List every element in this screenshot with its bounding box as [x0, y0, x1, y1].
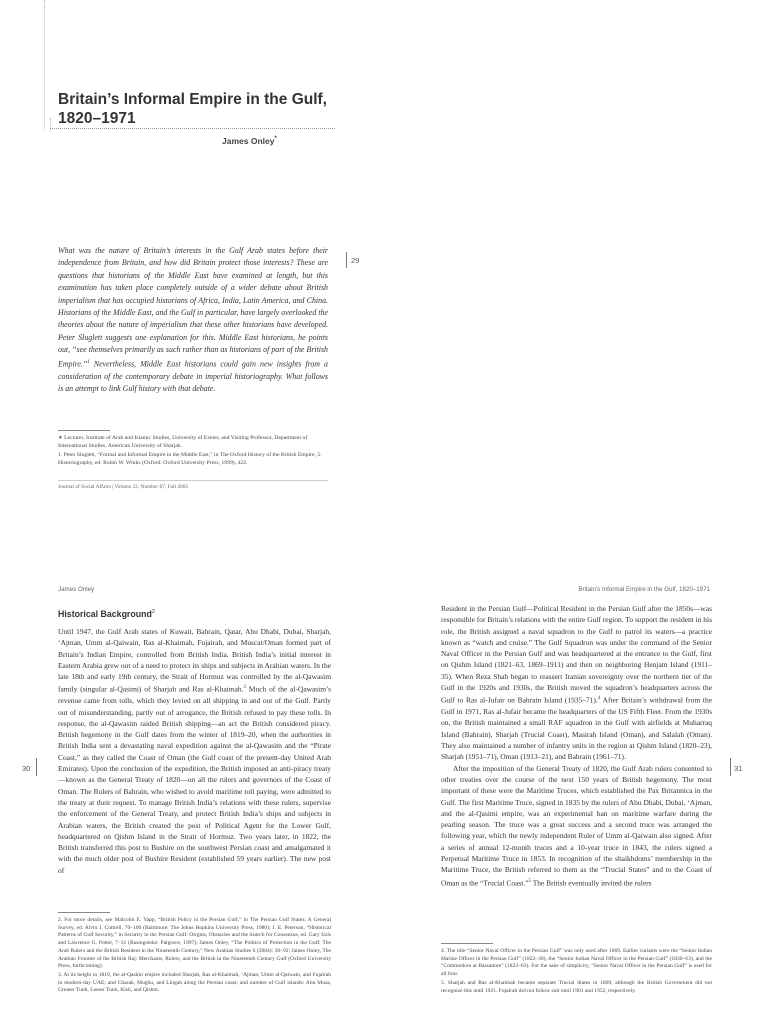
paragraph-text: Resident in the Persian Gulf—Political Resident in the Persian Gulf after the 1850s—was responsible for Britain’s relations with the entire Gulf region. To support the resident in his role, the British assigned a naval squadron to the Gulf to patrol its waters—a practice known as “watch and cruise.” The Gulf Squadron was under the command of the Senior Naval Officer in the Persian Gulf and was headquartered at the entrance to the Gulf, first on Qishm Island (1821–63, 1869–1911) and then on neighboring Henjam Island (1911–35). When Reza Shah began to reassert Iranian sovereignty over the northern tier of the Gulf in the 1920s and 1930s, the British moved the squadron’s headquarters across the Gulf to Ras al-Jufair on Bahrain Island (1935–71). [441, 604, 712, 705]
margin-guide-vertical [44, 0, 45, 130]
footnote-4: 4. The title “Senior Naval Officer in the Persian Gulf” was only used after 1869. Earlier variants were the “Senior Indian Marine Officer in the Persian Gulf” (1822–30), the “Senior Indian Naval Officer in the Persian Gulf” (1830–63), and the “Commodore at Bassadore” (1822–63). For the sake of simplicity, “Senior Naval Officer in the Persian Gulf” is used for all four. [441, 948, 712, 978]
author-name [222, 136, 277, 146]
footnote-3: 3. At its height in 1819, the al-Qasimi empire included Sharjah, Ras al-Khaimah, ‘Ajman, Umm al-Qaiwain, and Fujairah in modern-day UAE; and Charak, Mughu, and Lingah along the Persian coast; and number of Gulf islands: Abu Musa, Greater Tunb, Lesser Tunb, Kish, and Qishm. [58, 971, 331, 994]
paragraph-text: The British eventually invited the rulers [531, 878, 652, 888]
page-number-bar [730, 758, 731, 776]
footnote-rule [58, 430, 110, 431]
paragraph-text: After Britain’s withdrawal from the Gulf in 1971, Ras al-Jufair became the headquarters of the US Fifth Fleet. From the 1930s on, the British maintained a small RAF squadron in the Gulf with airfields at Muharraq Island (Bahrain), Sharjah (Trucial Coast), Masirah Island (Oman), and Salalah (Oman). They also maintained a number of infantry units in the region at Qishm Island (1820–23), Sharjah (1951–71), Oman (1913–21), and Bahrain (1961–71). [441, 695, 712, 762]
footnotes-right [441, 948, 712, 996]
text-column-left [58, 626, 331, 876]
footnote-ref-1: 1 [87, 359, 90, 365]
footnote-ref-4: 4 [597, 696, 601, 702]
running-head-left: James Onley [58, 586, 95, 593]
title-line-1: Britain’s Informal Empire in the Gulf, [58, 91, 327, 108]
footnote-ref-3: 3 [243, 685, 246, 691]
footnote-rule [58, 912, 110, 913]
abstract [58, 245, 328, 396]
author-text: James Onley [222, 136, 275, 146]
journal-rule [58, 480, 328, 481]
section-heading [58, 609, 155, 619]
page-number-bar [346, 252, 347, 268]
abstract-text-end: Nevertheless, Middle East historians could gain new insights from a consideration of the contemporary debate in imperial historiography. What follows is an attempt to link Gulf history with that debate. [58, 359, 328, 394]
abstract-text: What was the nature of Britain’s interests in the Gulf Arab states before their independence from Britain, and how did Britain protect those interests? These are questions that historians of the Middle East have examined at length, but this examination has taken place completely outside of a wider debate about British imperialism that has occupied historians of Africa, India, Latin America, and China. Historians of the Middle East, and the Gulf in particular, have largely overlooked the theories about the nature of imperialism that these other historians have developed. Peter Sluglett suggests one explanation for this. Middle East historians, he points out, “see themselves primarily as such rather than as historians of part of the British Empire.” [58, 246, 328, 369]
section-heading-text: Historical Background [58, 609, 152, 619]
page-number: 29 [351, 256, 360, 265]
running-head-right: Britain’s Informal Empire in the Gulf, 1820–1971 [578, 586, 710, 593]
footnote-5: 5. Sharjah and Ras al-Khaimah became separate Trucial States in 1869, although the British Government did not recognize this until 1921. Fujairah did not follow suit until 1901 and 1952, respectively. [441, 979, 712, 994]
paragraph-text: Until 1947, the Gulf Arab states of Kuwait, Bahrain, Qatar, Abu Dhabi, Dubai, Sharjah, ‘Ajman, Umm al-Qaiwain, Ras al-Khaimah, Fujairah, and Muscat/Oman formed part of Britain’s Indian Empire, controlled from British India. British India’s initial interest in Eastern Arabia grew out of a need to protect its ships and subjects in Arabian waters. In the late 18th and early 19th century, the Strait of Hormuz was controlled by the al-Qawasim family (singular al-Qasimi) of Sharjah and Ras al-Khaimah. [58, 627, 331, 694]
author-footnote-mark: * [274, 136, 277, 143]
margin-guide-tick [50, 118, 51, 132]
footnote-rule [441, 943, 493, 944]
footnote-ref-2: 2 [151, 609, 155, 616]
footnote-ref-5: 5 [528, 878, 532, 884]
paragraph-text: After the imposition of the General Treaty of 1820, the Gulf Arab rulers consented to other treaties over the course of the next 150 years of British hegemony. The most important of these were the Maritime Truces, which established the Pax Britannica in the Gulf. The first Maritime Truce, signed in 1835 by the rulers of Abu Dhabi, Dubai, ‘Ajman, and the al-Qasimi empire, was an experimental ban on maritime warfare during the pearling season. The truce was a great success and a second truce was arranged the following year, which the newly independent Ruler of Umm al-Qaiwain also signed. After a series of annual 12-month truces and a 10-year truce in 1843, the rulers signed a Perpetual Maritime Truce in 1853. In recognition of the shaikhdoms’ membership in the Maritime Truce, the British referred to them as the “Trucial States” and to the Coast of Oman as the “Trucial Coast.” [441, 763, 712, 888]
footnote-2: 2. For more details, see Malcolm E. Yapp, “British Policy in the Persian Gulf,” in The Persian Gulf States: A General Survey, ed. Alvin J. Cottrell, 70–100 (Baltimore: The Johns Hopkins University Press, 1980); J. E. Peterson, “Historical Patterns of Gulf Security,” in Security in the Persian Gulf: Origins, Obstacles and the Search for Consensus, ed. Gary Sick and Lawrence G. Potter, 7–31 (Basingstoke: Palgrave, 1997); James Onley, “The Politics of Protection in the Gulf: The Arab Rulers and the British Resident in the Nineteenth Century,” New Arabian Studies 6 (2004): 30–92; James Onley, The Arabian Frontier of the British Raj: Merchants, Rulers, and the British in the Nineteenth Century Gulf (Oxford University Press, forthcoming). [58, 917, 331, 970]
article-title [58, 90, 358, 128]
page-number-right: 31 [734, 764, 743, 773]
page-number-bar [36, 758, 37, 776]
journal-citation: Journal of Social Affairs | Volume 22, Number 87, Fall 2005 [58, 484, 189, 490]
title-line-2: 1820–1971 [58, 110, 136, 127]
footnotes-left [58, 917, 331, 996]
footnote-1: 1. Peter Sluglett, “Formal and Informal Empire in the Middle East,” in The Oxford History of the British Empire, 5: Historiography, ed. Robin W. Winks (Oxford: Oxford University Press, 1999), 422. [58, 452, 322, 466]
title-rule [50, 128, 335, 129]
footnote-affiliation: ∗ Lecturer, Institute of Arab and Islamic Studies, University of Exeter, and Visiting Professor, Department of International Studies, American University of Sharjah. [58, 435, 308, 449]
text-column-right [441, 603, 712, 888]
paragraph-text: Much of the al-Qawasim’s revenue came from tolls, which they levied on all shipping in and out of the Gulf. Partly out of misunderstanding, partly out of arrogance, the British refused to pay these tolls. In response, the al-Qawasim raided British shipping—an act the British considered piracy. British hegemony in the Gulf dates from the winter of 1819–20, when the authorities in British India sent a devastating naval expedition against the al-Qawasim and the “Pirate Coast,” as they called the Coast of Oman (the Gulf coast of the present-day United Arab Emirates). Upon the conclusion of the expedition, the British imposed an anti-piracy treaty—known as the General Treaty of 1820—on all the rulers and governors of the Coast of Oman. The Rulers of Bahrain, who wished to avoid maritime toll paying, were admitted to the treaty at their request. To manage British India’s relations with these rulers, supervise the enforcement of the General Treaty, and protect British India’s ships and subjects in Arabian waters, the British created the post of Political Agent for the Lower Gulf, headquartered on Qishm Island in the Strait of Hormuz. Two years later, in 1822, the British transferred this post to Bushire on the southwest Persian coast and amalgamated it with the much older post of Bushire Resident (established 59 years earlier). The new post of [58, 684, 331, 875]
page-number-left: 30 [22, 764, 31, 773]
